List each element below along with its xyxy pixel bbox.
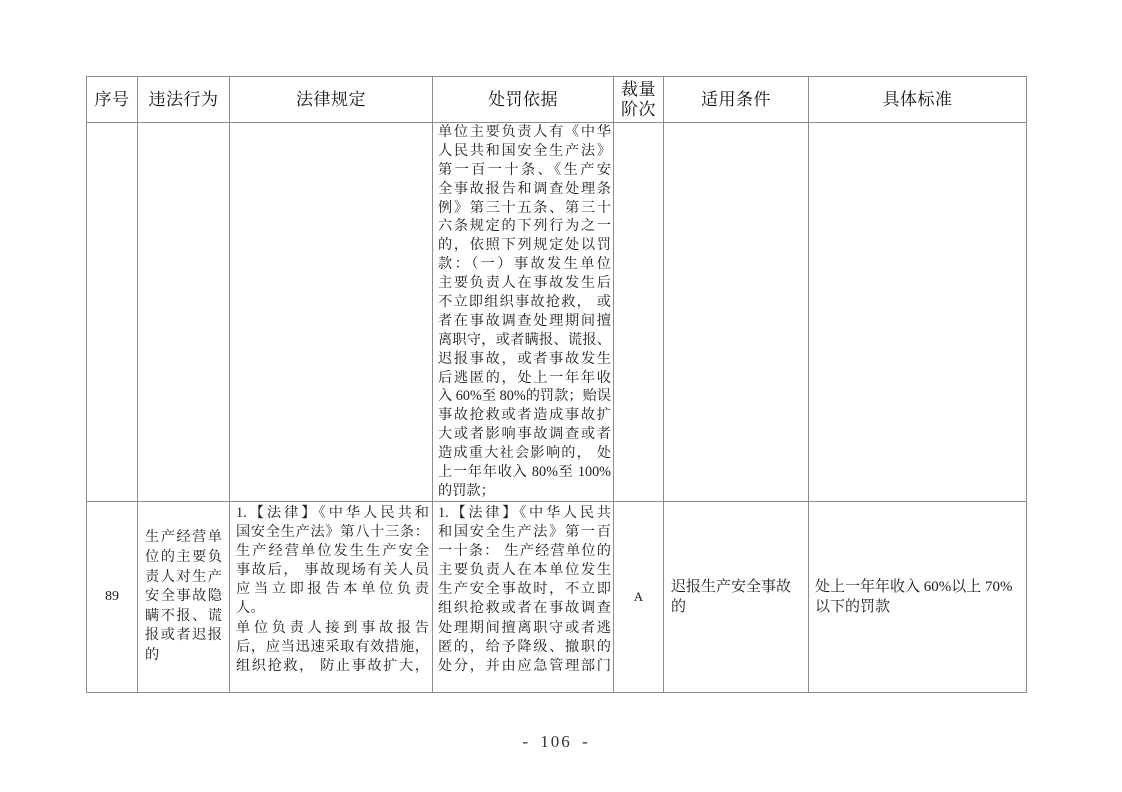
violation-line: 生产经营单 xyxy=(145,529,222,546)
penalty-basis-line: 的罚款； xyxy=(438,482,495,499)
header-cell-penalty-basis xyxy=(433,77,614,123)
legal-provision-line: 生产经营单位发生生产安全 xyxy=(236,543,429,560)
violation-line: 报或者迟报 xyxy=(145,627,222,644)
row-1-seq-cell xyxy=(87,123,138,502)
penalty-basis-line: 主要负责人在事故发生后 xyxy=(438,275,611,292)
penalty-basis-line: 单位主要负责人有《中华 xyxy=(438,124,611,140)
row-2-violation-cell xyxy=(138,502,230,693)
legal-provision-line: 后，应当迅速采取有效措施， xyxy=(236,638,429,655)
penalty-basis-line: 大或者影响事故调查或者 xyxy=(438,426,611,443)
conditions-line: 的 xyxy=(671,599,687,615)
legal-provision-line: 1.【法律】《中华人民共和 xyxy=(236,505,429,521)
standard-line: 处上一年年收入 60%以上 70% xyxy=(815,579,1013,595)
header-label-discretion-level-line: 裁量 xyxy=(621,79,656,99)
legal-provision-line: 单位负责人接到事故报告 xyxy=(236,619,429,636)
header-label-legal-provision: 法律规定 xyxy=(296,89,366,109)
header-cell-conditions xyxy=(664,77,809,123)
penalty-basis-line: 款：（一）事故发生单位 xyxy=(438,256,611,273)
penalty-basis-line: 迟报事故，或者事故发生 xyxy=(438,350,611,367)
penalty-basis-line: 的，依照下列规定处以罚 xyxy=(438,237,611,254)
penalty-basis-line: 事故抢救或者造成事故扩 xyxy=(438,407,611,424)
row-2-discretion-level-cell xyxy=(614,502,664,693)
header-label-violation: 违法行为 xyxy=(148,89,219,109)
seq-number: 89 xyxy=(105,589,119,604)
penalty-basis-line: 例》第三十五条、第三十 xyxy=(438,199,611,216)
row-2-penalty-basis-cell xyxy=(433,502,614,693)
header-cell-violation xyxy=(138,77,230,123)
violation-line: 瞒不报、谎 xyxy=(145,607,222,624)
penalty-table xyxy=(86,76,1027,693)
penalty-basis-line: 和国安全生产法》第一百 xyxy=(438,524,611,541)
penalty-basis-line: 离职守，或者瞒报、谎报、 xyxy=(438,331,611,348)
penalty-basis-line: 六条规定的下列行为之一 xyxy=(438,218,611,235)
page-number: - 106 - xyxy=(522,732,590,751)
violation-line: 的 xyxy=(145,646,160,663)
penalty-basis-line: 第一百一十条、《生产安 xyxy=(438,161,611,178)
penalty-basis-line: 入 60%至 80%的罚款；贻误 xyxy=(438,388,611,405)
legal-provision-line: 应当立即报告本单位负责 xyxy=(236,581,429,598)
standard-line: 以下的罚款 xyxy=(815,599,891,615)
penalty-basis-line: 处分，并由应急管理部门 xyxy=(438,657,611,674)
header-label-seq: 序号 xyxy=(94,89,130,109)
penalty-basis-line: 造成重大社会影响的， 处 xyxy=(438,445,611,462)
header-cell-discretion-level xyxy=(614,77,664,123)
violation-line: 责人对生产 xyxy=(145,568,222,585)
violation-line: 安全事故隐 xyxy=(145,588,222,605)
row-1-conditions-cell xyxy=(664,123,809,502)
header-label-standard: 具体标准 xyxy=(882,89,953,109)
penalty-basis-line: 者在事故调查处理期间擅 xyxy=(438,312,611,329)
penalty-basis-line: 上一年年收入 80%至 100% xyxy=(438,464,611,481)
header-cell-standard xyxy=(809,77,1027,123)
penalty-basis-line: 1.【法律】《中华人民共 xyxy=(438,505,611,521)
penalty-basis-line: 处理期间擅离职守或者逃 xyxy=(438,619,611,636)
penalty-basis-line: 组织抢救或者在事故调查 xyxy=(438,600,611,617)
row-1-standard-cell xyxy=(809,123,1027,502)
row-1-legal-provision-cell xyxy=(230,123,433,502)
header-label-discretion-level-line: 阶次 xyxy=(621,99,656,119)
penalty-basis-line: 全事故报告和调查处理条 xyxy=(438,180,611,197)
row-2-standard-cell xyxy=(809,502,1027,693)
legal-provision-line: 事故后， 事故现场有关人员 xyxy=(236,562,429,579)
discretion-level-value: A xyxy=(633,589,644,604)
row-1-penalty-basis-cell xyxy=(433,123,614,502)
row-2-legal-provision-cell xyxy=(230,502,433,693)
conditions-line: 迟报生产安全事故 xyxy=(671,579,792,595)
violation-line: 位的主要负 xyxy=(145,549,222,566)
header-cell-seq xyxy=(87,77,138,123)
row-1-discretion-level-cell xyxy=(614,123,664,502)
legal-provision-line: 人。 xyxy=(236,600,265,617)
header-label-conditions: 适用条件 xyxy=(701,89,771,109)
header-label-penalty-basis: 处罚依据 xyxy=(488,89,558,109)
penalty-basis-line: 一十条： 生产经营单位的 xyxy=(438,543,611,560)
penalty-basis-line: 人民共和国安全生产法》 xyxy=(438,142,611,159)
penalty-basis-line: 主要负责人在本单位发生 xyxy=(438,562,611,579)
penalty-basis-line: 匿的，给予降级、撤职的 xyxy=(438,638,611,655)
row-2-seq-cell xyxy=(87,502,138,693)
penalty-basis-line: 生产安全事故时，不立即 xyxy=(438,581,611,598)
row-2-conditions-cell xyxy=(664,502,809,693)
penalty-basis-line: 不立即组织事故抢救， 或 xyxy=(438,294,611,311)
header-cell-legal-provision xyxy=(230,77,433,123)
row-1-violation-cell xyxy=(138,123,230,502)
legal-provision-line: 组织抢救， 防止事故扩大， xyxy=(236,657,429,674)
legal-provision-line: 国安全生产法》第八十三条： xyxy=(236,524,429,541)
penalty-basis-line: 后逃匿的，处上一年年收 xyxy=(438,369,611,386)
